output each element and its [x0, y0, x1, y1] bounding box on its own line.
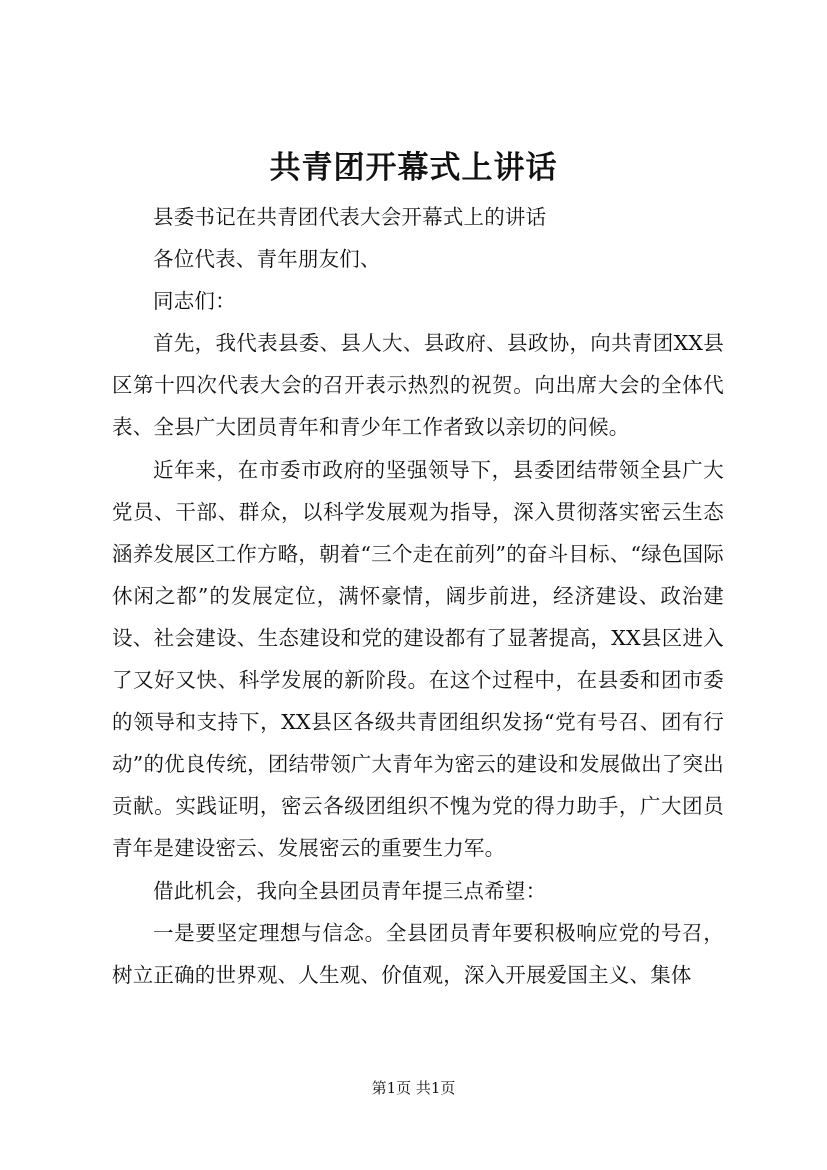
- paragraph-subtitle: 县委书记在共青团代表大会开幕式上的讲话: [153, 205, 547, 229]
- paragraph-hopes-intro: 借此机会，我向全县团员青年提三点希望：: [153, 878, 547, 903]
- paragraph-achievements: 近年来，在市委市政府的坚强领导下，县委团结带领全县广大党员、干部、群众，以科学发展观为指导，深入贯彻落实密云生态涵养发展区工作方略，朝着“三个走在前列”的奋斗目标、“绿色国际休闲之都”的发展定位，满怀豪情，阔步前进，经济建设、政治建设、社会建设、生态建设和党的建设都有了显著提高，XX县区进入了又好又快、科学发展的新阶段。在这个过程中，在县委和团市委的领导和支持下，XX县区各级共青团组织发扬“党有号召、团有行动”的优良传统，团结带领广大青年为密云的建设和发展做出了突出贡献。实践证明，密云各级团组织不愧为党的得力助手，广大团员青年是建设密云、发展密云的重要生力军。: [112, 457, 724, 861]
- document-body: [112, 196, 724, 996]
- document-title: 共青团开幕式上讲话: [269, 150, 558, 186]
- paragraph-greeting: 首先，我代表县委、县人大、县政府、县政协，向共青团XX县区第十四次代表大会的召开表示热烈的祝贺。向出席大会的全体代表、全县广大团员青年和青少年工作者致以亲切的问候。: [112, 331, 724, 440]
- paragraph-hope-one: 一是要坚定理想与信念。全县团员青年要积极响应党的号召，树立正确的世界观、人生观、价值观，深入开展爱国主义、集体: [112, 920, 724, 987]
- paragraph-salutation-2: 同志们：: [153, 289, 236, 314]
- paragraph-salutation-1: 各位代表、青年朋友们、: [153, 247, 381, 272]
- page-footer: 第1页 共1页: [371, 1079, 456, 1097]
